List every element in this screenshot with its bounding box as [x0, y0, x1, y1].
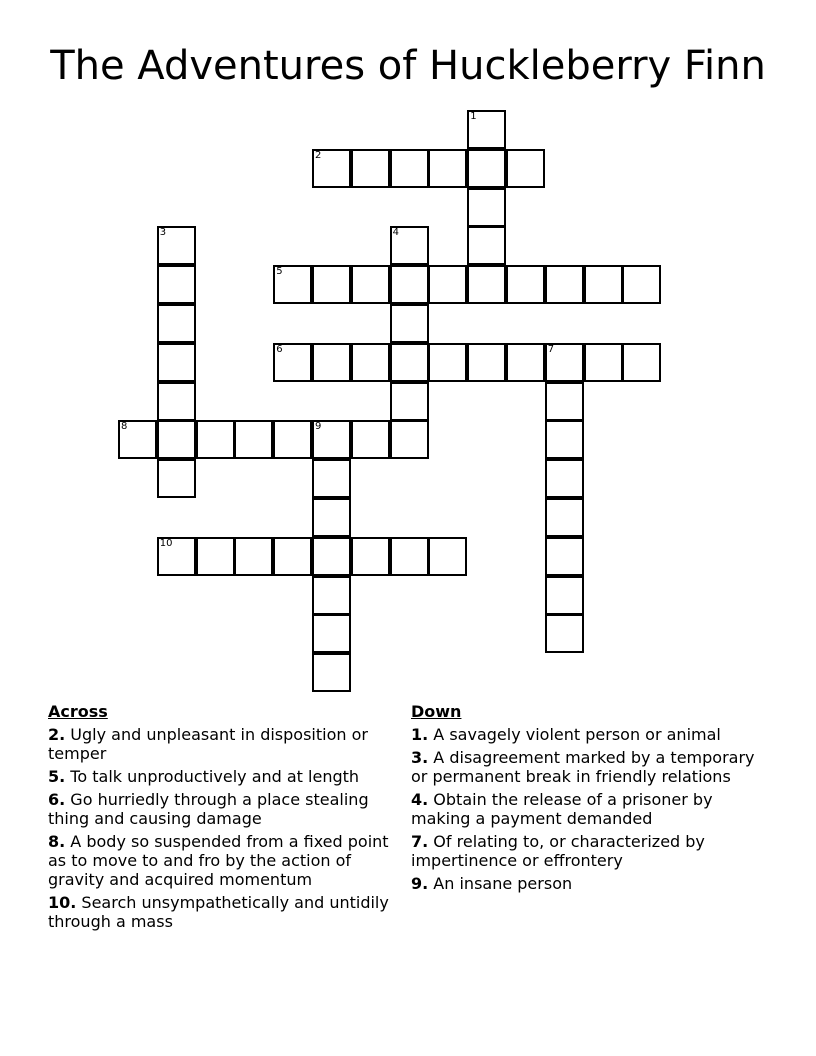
- clue-number-label: 4: [392, 227, 399, 239]
- clue-number: 6.: [48, 790, 66, 809]
- clue-number: 9.: [411, 874, 429, 893]
- clue-across-2: [48, 725, 408, 763]
- clue-number: 4.: [411, 790, 429, 809]
- puzzle-title: The Adventures of Huckleberry Finn: [50, 43, 766, 89]
- clue-number: 10.: [48, 893, 77, 912]
- grid-cell[interactable]: [584, 265, 623, 304]
- clue-text: Ugly and unpleasant in disposition or temper: [48, 725, 368, 763]
- grid-cell[interactable]: [545, 459, 584, 498]
- grid-cell[interactable]: [506, 265, 545, 304]
- clue-number: 3.: [411, 748, 429, 767]
- grid-cell[interactable]: [196, 537, 235, 576]
- clue-number-label: 1: [470, 111, 477, 122]
- across-clues: [48, 702, 408, 935]
- clue-number-label: 5: [276, 266, 283, 278]
- clue-across-6: [48, 790, 408, 828]
- clue-number-label: 8: [121, 421, 128, 433]
- down-clues: [411, 702, 771, 897]
- grid-cell[interactable]: [351, 265, 390, 304]
- grid-cell[interactable]: [312, 614, 351, 653]
- across-heading: Across: [48, 702, 108, 721]
- grid-cell[interactable]: [622, 265, 661, 304]
- grid-cell[interactable]: [545, 614, 584, 653]
- grid-cell[interactable]: [273, 537, 312, 576]
- grid-cell[interactable]: [390, 304, 429, 343]
- grid-cell[interactable]: [390, 149, 429, 188]
- grid-cell[interactable]: [428, 149, 467, 188]
- clue-number: 8.: [48, 832, 66, 851]
- clue-number-label: 6: [276, 343, 283, 355]
- clue-across-8: [48, 832, 408, 889]
- clue-text: A disagreement marked by a temporary or permanent break in friendly relations: [411, 748, 755, 786]
- grid-cell[interactable]: [545, 382, 584, 421]
- grid-cell[interactable]: [312, 498, 351, 537]
- grid-cell[interactable]: [545, 343, 584, 382]
- grid-cell[interactable]: [545, 537, 584, 576]
- clue-text: Of relating to, or characterized by impertinence or effrontery: [411, 832, 705, 870]
- clue-text: Obtain the release of a prisoner by making a payment demanded: [411, 790, 713, 828]
- grid-cell[interactable]: [273, 420, 312, 459]
- grid-cell[interactable]: [351, 420, 390, 459]
- grid-cell[interactable]: [157, 420, 196, 459]
- grid-cell[interactable]: [390, 420, 429, 459]
- down-heading: Down: [411, 702, 462, 721]
- grid-cell[interactable]: [157, 537, 196, 576]
- grid-cell[interactable]: [312, 149, 351, 188]
- grid-cell[interactable]: [390, 343, 429, 382]
- clue-number-label: 3: [159, 227, 167, 239]
- grid-cell[interactable]: [428, 537, 467, 576]
- clue-number-label: 2: [315, 149, 322, 161]
- grid-cell[interactable]: [622, 343, 661, 382]
- grid-cell[interactable]: [234, 420, 273, 459]
- grid-cell[interactable]: [545, 420, 584, 459]
- grid-cell[interactable]: [312, 537, 351, 576]
- clue-down-9: [411, 874, 771, 893]
- clue-text: Search unsympathetically and untidily through a mass: [48, 893, 389, 931]
- grid-cell[interactable]: [273, 343, 312, 382]
- grid-cell[interactable]: [390, 265, 429, 304]
- grid-cell[interactable]: [312, 653, 351, 692]
- grid-cell[interactable]: [467, 343, 506, 382]
- grid-cell[interactable]: [467, 149, 506, 188]
- grid-cell[interactable]: [506, 343, 545, 382]
- clue-number-label: 10: [159, 537, 173, 549]
- clue-across-5: [48, 767, 408, 786]
- grid-cell[interactable]: [157, 226, 196, 265]
- clue-text: An insane person: [428, 874, 573, 893]
- clue-down-1: [411, 725, 771, 744]
- grid-cell[interactable]: [157, 459, 196, 498]
- clue-down-3: [411, 748, 771, 786]
- clue-text: A savagely violent person or animal: [428, 725, 721, 744]
- clue-number-label: 9: [315, 421, 322, 433]
- grid-cell[interactable]: [312, 459, 351, 498]
- grid-cell[interactable]: [467, 265, 506, 304]
- clue-text: To talk unproductively and at length: [65, 767, 360, 786]
- grid-cell[interactable]: [312, 343, 351, 382]
- clue-number-label: 7: [547, 343, 555, 355]
- grid-cell[interactable]: [312, 420, 351, 459]
- grid-cell[interactable]: [390, 382, 429, 421]
- grid-cell[interactable]: [312, 265, 351, 304]
- grid-cell[interactable]: [351, 343, 390, 382]
- clue-across-10: [48, 893, 408, 931]
- grid-cell[interactable]: [351, 537, 390, 576]
- grid-cell[interactable]: [545, 265, 584, 304]
- grid-cell[interactable]: [545, 498, 584, 537]
- clue-down-7: [411, 832, 771, 870]
- grid-cell[interactable]: [273, 265, 312, 304]
- clue-number: 5.: [48, 767, 66, 786]
- grid-cell[interactable]: [157, 304, 196, 343]
- grid-cell[interactable]: [351, 149, 390, 188]
- grid-cell[interactable]: [467, 226, 506, 265]
- grid-cell[interactable]: [467, 188, 506, 227]
- grid-cell[interactable]: [545, 576, 584, 615]
- clue-number: 1.: [411, 725, 429, 744]
- clue-number: 7.: [411, 832, 429, 851]
- clue-down-4: [411, 790, 771, 828]
- grid-cell[interactable]: [118, 420, 157, 459]
- clue-number: 2.: [48, 725, 66, 744]
- grid-cell[interactable]: [390, 537, 429, 576]
- grid-cell[interactable]: [428, 265, 467, 304]
- grid-cell[interactable]: [157, 382, 196, 421]
- grid-cell[interactable]: [584, 343, 623, 382]
- grid-cell[interactable]: [157, 343, 196, 382]
- clue-text: Go hurriedly through a place stealing thing and causing damage: [48, 790, 369, 828]
- grid-cell[interactable]: [467, 110, 506, 149]
- grid-cell[interactable]: [157, 265, 196, 304]
- grid-cell[interactable]: [428, 343, 467, 382]
- grid-cell[interactable]: [312, 576, 351, 615]
- clue-text: A body so suspended from a fixed point as to move to and fro by the action of gravity and acquired momentum: [48, 832, 389, 889]
- grid-cell[interactable]: [390, 226, 429, 265]
- grid-cell[interactable]: [196, 420, 235, 459]
- grid-cell[interactable]: [234, 537, 273, 576]
- grid-cell[interactable]: [506, 149, 545, 188]
